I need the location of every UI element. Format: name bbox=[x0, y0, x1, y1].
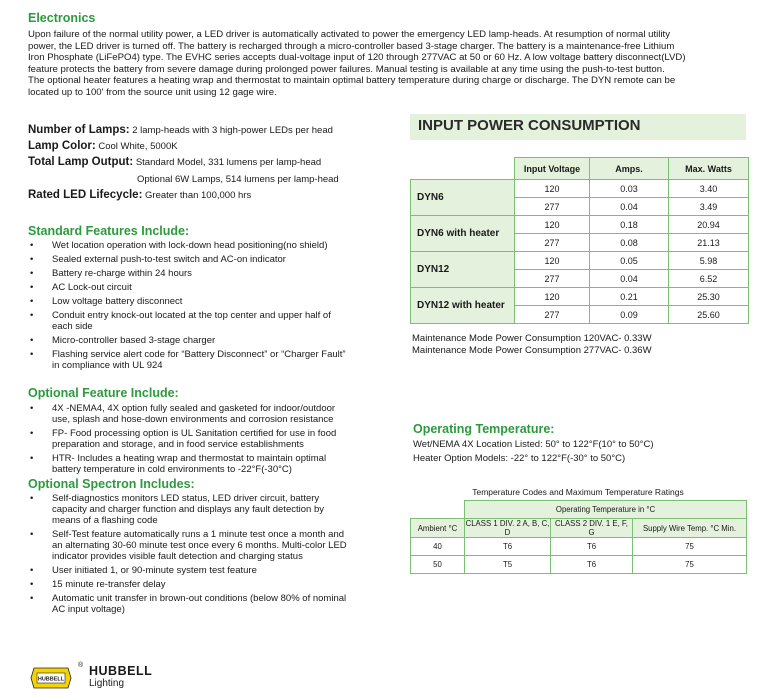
power-model-name: DYN12 with heater bbox=[411, 288, 515, 324]
temp-codes-header-ambient: Ambient °C bbox=[411, 519, 465, 538]
power-cell: 5.98 bbox=[669, 252, 749, 270]
list-item-text: battery temperature in cold environments to -22°F(-30°C) bbox=[52, 464, 292, 475]
list-item bbox=[28, 593, 380, 615]
power-table bbox=[410, 157, 749, 324]
list-item bbox=[28, 268, 378, 279]
temp-codes-header-class1: CLASS 1 DIV. 2 A, B, C, D bbox=[465, 519, 550, 537]
list-item-text: Sealed external push-to-test switch and AC-on indicator bbox=[52, 254, 286, 265]
list-item-text: each side bbox=[52, 321, 93, 332]
power-cell: 120 bbox=[515, 216, 590, 234]
power-cell: 25.30 bbox=[669, 288, 749, 306]
temp-codes-cell: T6 bbox=[465, 538, 551, 556]
bullet-icon: • bbox=[30, 565, 34, 576]
power-cell: 277 bbox=[515, 234, 590, 252]
power-cell: 6.52 bbox=[669, 270, 749, 288]
maintenance-277: Maintenance Mode Power Consumption 277VAC- 0.36W bbox=[412, 345, 652, 356]
temp-codes-row bbox=[411, 556, 747, 574]
temp-codes-corner bbox=[411, 501, 465, 519]
electronics-line: Upon failure of the normal utility power, a LED driver is automatically activated to power the emergency LED lamp-heads. At resumption of normal utility bbox=[28, 29, 671, 40]
list-item-text: 4X -NEMA4, 4X option fully sealed and gasketed for indoor/outdoor bbox=[52, 403, 336, 414]
list-item-text: Flashing service alert code for “Battery Disconnect” or “Charger Fault” bbox=[52, 349, 346, 360]
power-model-name: DYN12 bbox=[411, 252, 515, 288]
list-item-text: Self-Test feature automatically runs a 1 minute test once a month and bbox=[52, 529, 345, 540]
bullet-icon: • bbox=[30, 403, 34, 414]
temp-codes-cell: T6 bbox=[551, 556, 633, 574]
bullet-icon: • bbox=[30, 268, 34, 279]
maintenance-120: Maintenance Mode Power Consumption 120VAC- 0.33W bbox=[412, 333, 652, 344]
list-item-text: preparation and storage, and in food service establishments bbox=[52, 439, 304, 450]
list-item bbox=[28, 240, 378, 251]
power-cell: 277 bbox=[515, 270, 590, 288]
power-cell: 120 bbox=[515, 288, 590, 306]
power-cell: 3.40 bbox=[669, 180, 749, 198]
list-item-text: use, splash and hose-down environments and corrosion resistance bbox=[52, 414, 334, 425]
list-item-text: AC Lock-out circuit bbox=[52, 282, 132, 293]
temp-codes-span-header: Operating Temperature in °C bbox=[465, 501, 747, 519]
bullet-icon: • bbox=[30, 310, 34, 321]
spec-lifecycle-value: Greater than 100,000 hrs bbox=[145, 190, 252, 201]
bullet-icon: • bbox=[30, 579, 34, 590]
list-item bbox=[28, 565, 380, 576]
list-item-text: Battery re-charge within 24 hours bbox=[52, 268, 192, 279]
power-cell: 20.94 bbox=[669, 216, 749, 234]
bullet-icon: • bbox=[30, 529, 34, 540]
list-item-text: AC input voltage) bbox=[52, 604, 125, 615]
spec-color bbox=[28, 140, 178, 152]
power-corner-cell bbox=[411, 158, 515, 180]
electronics-text bbox=[28, 29, 723, 99]
list-item-text: Automatic unit transfer in brown-out conditions (below 80% of nominal bbox=[52, 593, 347, 604]
power-cell: 0.03 bbox=[590, 180, 669, 198]
list-item bbox=[28, 428, 378, 450]
electronics-line: located up to 100' from the source unit using 12 gage wire. bbox=[28, 86, 277, 98]
temp-codes-header-wire: Supply Wire Temp. °C Min. bbox=[633, 519, 747, 538]
list-item-text: HTR- Includes a heating wrap and thermostat to maintain optimal bbox=[52, 453, 327, 464]
list-item-text: Self-diagnostics monitors LED status, LED driver circuit, battery bbox=[52, 493, 320, 504]
hubbell-logo-icon bbox=[30, 666, 72, 690]
power-cell: 120 bbox=[515, 180, 590, 198]
list-item bbox=[28, 335, 378, 346]
list-item bbox=[28, 310, 378, 332]
bullet-icon: • bbox=[30, 428, 34, 439]
electronics-line: Iron Phosphate (LiFePO4) type. The EVHC series accepts dual-voltage input of 120 through 277VAC at 50 or 60 Hz. A low voltage battery disconnect(LVD) bbox=[28, 52, 686, 64]
spectron-heading: Optional Spectron Includes: bbox=[28, 477, 195, 491]
spec-color-value: Cool White, 5000K bbox=[98, 141, 178, 152]
list-item bbox=[28, 453, 378, 475]
electronics-heading: Electronics bbox=[28, 11, 96, 25]
power-cell: 277 bbox=[515, 198, 590, 216]
logo-badge-text: HUBBELL bbox=[37, 676, 65, 683]
power-row bbox=[411, 252, 749, 270]
bullet-icon: • bbox=[30, 296, 34, 307]
temp-codes-cell: 40 bbox=[411, 538, 465, 556]
list-item bbox=[28, 296, 378, 307]
spec-output-optional: Optional 6W Lamps, 514 lumens per lamp-head bbox=[137, 174, 339, 185]
logo-sub: Lighting bbox=[89, 678, 125, 689]
list-item-text: User initiated 1, or 90-minute system test feature bbox=[52, 565, 257, 576]
standard-features-heading: Standard Features Include: bbox=[28, 224, 190, 238]
operating-temp-heater: Heater Option Models: -22° to 122°F(-30° to 50°C) bbox=[413, 453, 626, 464]
bullet-icon: • bbox=[30, 282, 34, 293]
power-cell: 25.60 bbox=[669, 306, 749, 324]
bullet-icon: • bbox=[30, 254, 34, 265]
list-item bbox=[28, 403, 378, 425]
spec-lifecycle-label: Rated LED Lifecycle: bbox=[28, 189, 143, 201]
list-item-text: Micro-controller based 3-stage charger bbox=[52, 335, 216, 346]
temp-codes-cell: T6 bbox=[551, 538, 633, 556]
temp-codes-title: Temperature Codes and Maximum Temperature Ratings bbox=[472, 487, 684, 497]
spec-color-label: Lamp Color: bbox=[28, 140, 96, 152]
list-item-text: Conduit entry knock-out located at the top center and upper half of bbox=[52, 310, 331, 321]
power-cell: 3.49 bbox=[669, 198, 749, 216]
list-item bbox=[28, 493, 380, 526]
list-item bbox=[28, 254, 378, 265]
spectron-features-list bbox=[28, 493, 380, 618]
logo-name-text: HUBBELL bbox=[89, 664, 153, 678]
power-title: INPUT POWER CONSUMPTION bbox=[418, 117, 641, 134]
list-item-text: in compliance with UL 924 bbox=[52, 360, 163, 371]
electronics-line: The optional heater features a heating wrap and thermostat to maintain optimal battery temperature during charge or discharge. The DYN remote can be bbox=[28, 75, 676, 87]
temp-codes-cell: 75 bbox=[633, 556, 747, 574]
spec-lamps-value: 2 lamp-heads with 3 high-power LEDs per head bbox=[132, 125, 333, 136]
power-cell: 0.09 bbox=[590, 306, 669, 324]
temp-codes-table bbox=[410, 500, 747, 574]
spec-output bbox=[28, 156, 321, 168]
bullet-icon: • bbox=[30, 453, 34, 464]
spec-output-value: Standard Model, 331 lumens per lamp-head bbox=[135, 157, 322, 168]
electronics-line: feature protects the battery from severe damage during prolonged power failures. Manual testing is available at any time using the push-to-test button. bbox=[28, 63, 665, 75]
power-header-watts: Max. Watts bbox=[669, 158, 749, 180]
bullet-icon: • bbox=[30, 240, 34, 251]
list-item-text: an alternating 30-60 minute test once every 6 months. Multi-color LED bbox=[52, 540, 347, 551]
power-model-name: DYN6 bbox=[411, 180, 515, 216]
list-item-text: Wet location operation with lock-down head positioning(no shield) bbox=[52, 240, 328, 251]
power-header-voltage: Input Voltage bbox=[515, 158, 590, 180]
power-cell: 21.13 bbox=[669, 234, 749, 252]
power-model-name: DYN6 with heater bbox=[411, 216, 515, 252]
operating-temp-text bbox=[413, 438, 654, 466]
temp-codes-cell: T5 bbox=[465, 556, 551, 574]
spec-output-label: Total Lamp Output: bbox=[28, 156, 134, 168]
power-cell: 277 bbox=[515, 306, 590, 324]
temp-codes-header-class2: CLASS 2 DIV. 1 E, F, G bbox=[551, 519, 633, 538]
power-header-amps: Amps. bbox=[590, 158, 669, 180]
power-row bbox=[411, 216, 749, 234]
spec-lamps-label: Number of Lamps: bbox=[28, 124, 130, 136]
list-item-text: Low voltage battery disconnect bbox=[52, 296, 183, 307]
list-item-text: indicator provides visible fault detection and charging status bbox=[52, 551, 303, 562]
spec-lifecycle bbox=[28, 189, 251, 201]
power-cell: 0.08 bbox=[590, 234, 669, 252]
logo-name bbox=[89, 664, 152, 678]
power-cell: 0.04 bbox=[590, 270, 669, 288]
list-item-text: capacity and charger function and displays any fault detection by bbox=[52, 504, 324, 515]
bullet-icon: • bbox=[30, 335, 34, 346]
power-row bbox=[411, 288, 749, 306]
operating-temp-heading: Operating Temperature: bbox=[413, 422, 555, 436]
power-cell: 0.21 bbox=[590, 288, 669, 306]
standard-features-list bbox=[28, 240, 378, 374]
optional-features-heading: Optional Feature Include: bbox=[28, 386, 179, 400]
temp-codes-row bbox=[411, 538, 747, 556]
operating-temp-wet: Wet/NEMA 4X Location Listed: 50° to 122°F(10° to 50°C) bbox=[413, 439, 654, 450]
maintenance-power bbox=[412, 333, 652, 357]
bullet-icon: • bbox=[30, 493, 34, 504]
power-cell: 0.04 bbox=[590, 198, 669, 216]
temp-codes-cell: 50 bbox=[411, 556, 465, 574]
logo-registered: ® bbox=[78, 662, 84, 669]
list-item bbox=[28, 579, 380, 590]
power-row bbox=[411, 180, 749, 198]
power-cell: 0.05 bbox=[590, 252, 669, 270]
list-item bbox=[28, 282, 378, 293]
power-cell: 0.18 bbox=[590, 216, 669, 234]
power-cell: 120 bbox=[515, 252, 590, 270]
spec-lamps bbox=[28, 124, 333, 136]
list-item bbox=[28, 349, 378, 371]
list-item bbox=[28, 529, 380, 562]
list-item-text: FP- Food processing option is UL Sanitation certified for use in food bbox=[52, 428, 337, 439]
bullet-icon: • bbox=[30, 593, 34, 604]
optional-features-list bbox=[28, 403, 378, 478]
temp-codes-cell: 75 bbox=[633, 538, 747, 556]
list-item-text: 15 minute re-transfer delay bbox=[52, 579, 166, 590]
bullet-icon: • bbox=[30, 349, 34, 360]
electronics-line: power, the LED driver is turned off. The battery is recharged through a micro-controller based 3-stage charger. The battery is a maintenance-free Lithium bbox=[28, 40, 675, 52]
list-item-text: means of a flashing code bbox=[52, 515, 158, 526]
